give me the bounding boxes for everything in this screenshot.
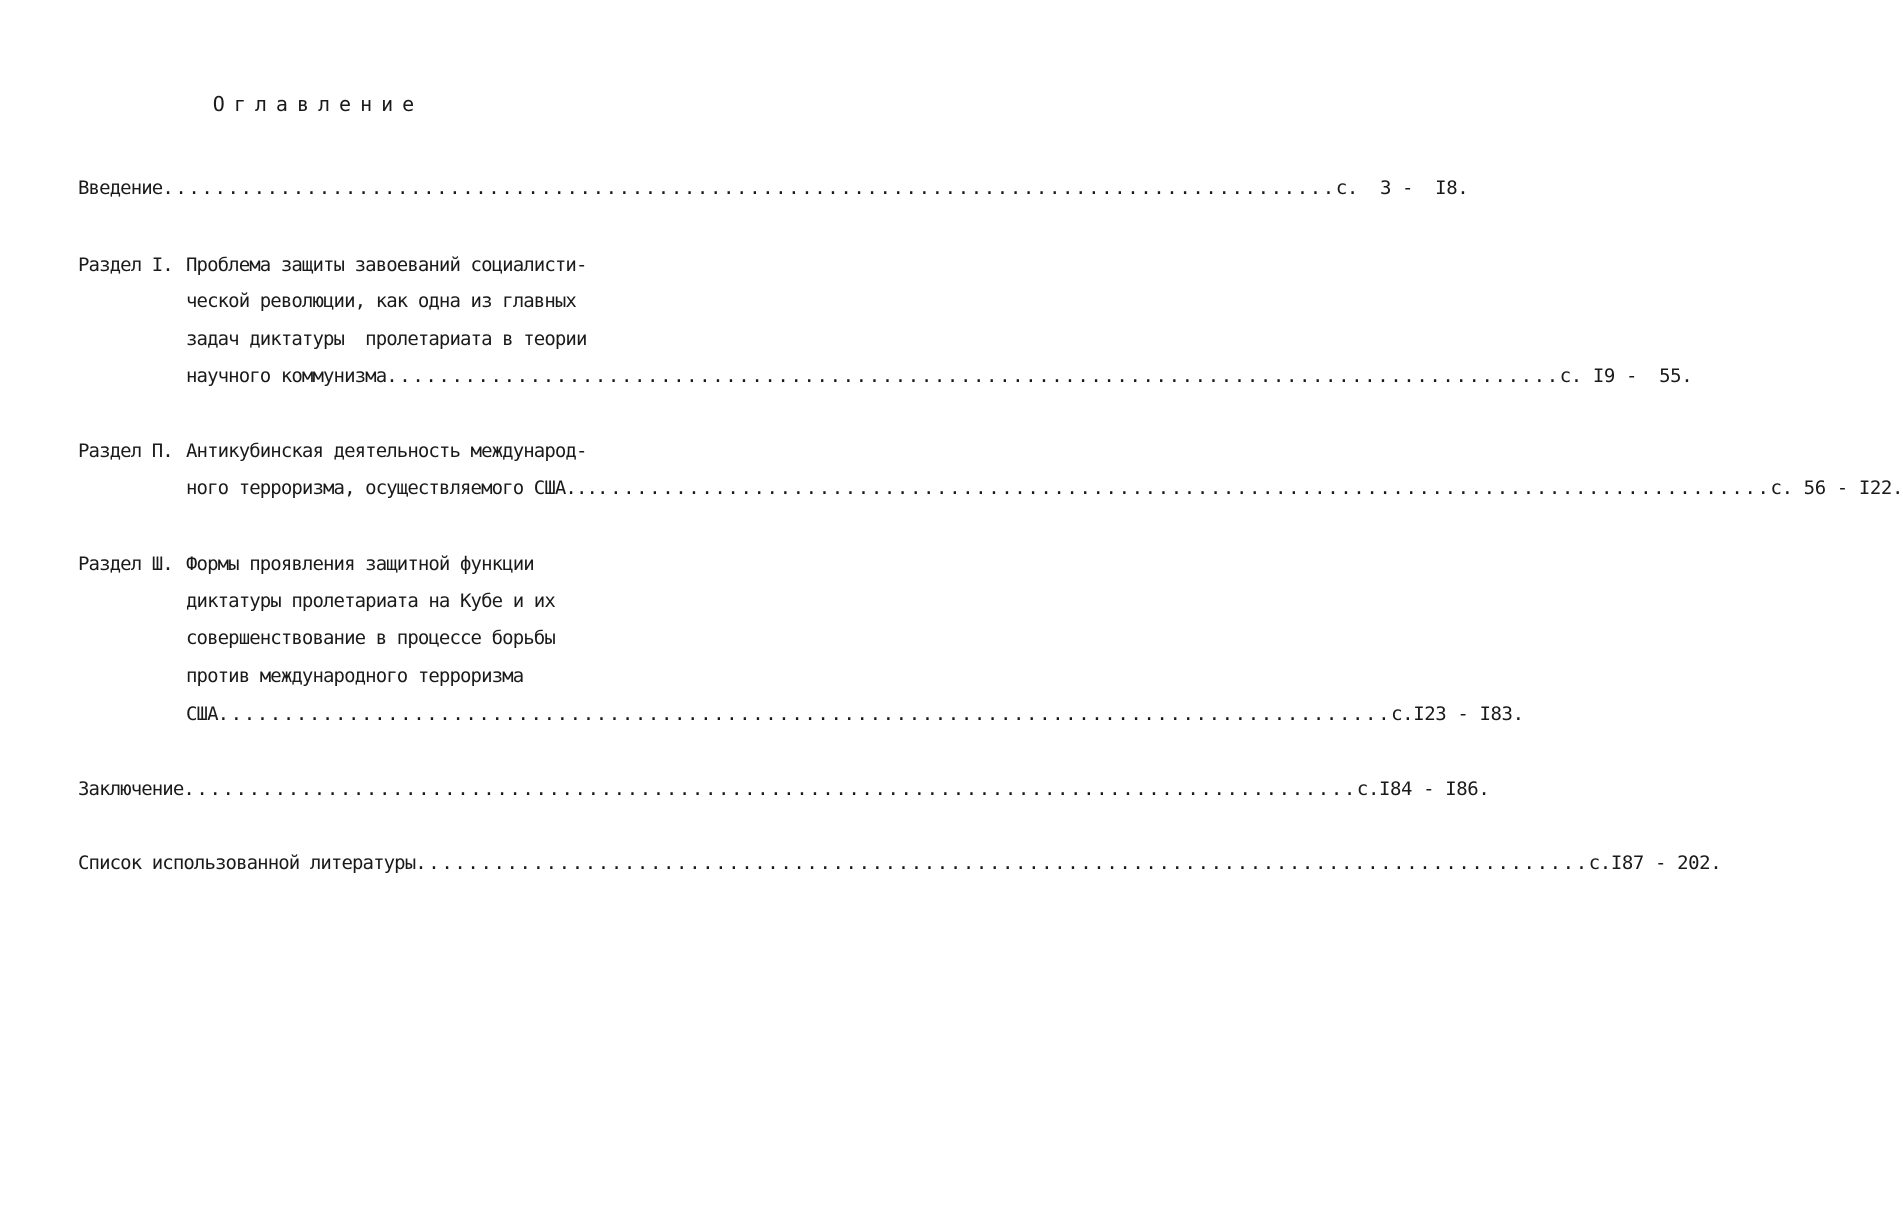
toc-page-range: с.I23 - I83.	[1391, 703, 1524, 725]
toc-section-prefix: Раздел П.	[78, 440, 173, 462]
toc-entry-section2-line2	[186, 474, 1903, 502]
toc-entry-text: ческой революции, как одна из главных	[186, 290, 576, 312]
toc-entry-section2-line1	[186, 437, 733, 465]
toc-entry-section1-line1	[186, 251, 733, 279]
toc-entry-text: Введение	[78, 177, 163, 199]
dot-leader: ..........................................................................................	[217, 703, 1392, 725]
dot-leader: ..........................................................................................	[183, 778, 1357, 800]
toc-entry-text: Заключение	[78, 778, 184, 800]
toc-entry-section3-line2	[186, 587, 733, 615]
toc-entry-section1-line3	[186, 325, 733, 353]
toc-entry-text: диктатуры пролетариата на Кубе и их	[186, 590, 555, 612]
toc-entry-section1-line4	[186, 362, 1693, 390]
toc-entry-section3-line1	[186, 550, 733, 578]
toc-entry-intro	[78, 174, 1469, 202]
toc-entry-section1-line2	[186, 287, 733, 315]
toc-entry-section3-line4	[186, 662, 733, 690]
dot-leader: ..........................................................................................	[162, 177, 1336, 199]
toc-entry-conclusion	[78, 775, 1490, 803]
dot-leader: ..........................................................................................	[597, 477, 1771, 499]
toc-entry-literature	[78, 849, 1722, 877]
toc-page-range: с.I87 - 202.	[1588, 852, 1722, 874]
toc-page-range: с. 56 - I22.	[1770, 477, 1903, 499]
toc-entry-text: США	[186, 703, 218, 725]
toc-entry-text: ного терроризма, осуществляемого США...	[186, 477, 598, 499]
toc-page-range: с. I9 - 55.	[1559, 365, 1693, 387]
toc-entry-text: Проблема защиты завоеваний социалисти-	[186, 254, 587, 276]
toc-section-prefix: Раздел I.	[78, 254, 173, 276]
toc-page-range: с.I84 - I86.	[1356, 778, 1490, 800]
toc-entry-section3-line5	[186, 700, 1524, 728]
dot-leader: ..........................................................................................	[386, 365, 1560, 387]
toc-entry-text: Антикубинская деятельность международ-	[186, 440, 587, 462]
toc-entry-text: совершенствование в процессе борьбы	[186, 627, 555, 649]
toc-entry-text: Список использованной литературы	[78, 852, 416, 874]
dot-leader: ..........................................................................................	[415, 852, 1589, 874]
page-title: Оглавление	[212, 92, 424, 116]
toc-page-range: с. 3 - I8.	[1335, 177, 1469, 199]
toc-entry-text: против международного терроризма	[186, 665, 524, 687]
toc-section-prefix: Раздел Ш.	[78, 553, 173, 575]
toc-entry-text: Формы проявления защитной функции	[186, 553, 534, 575]
toc-entry-text: задач диктатуры пролетариата в теории	[186, 328, 587, 350]
toc-entry-section3-line3	[186, 624, 733, 652]
toc-entry-text: научного коммунизма	[186, 365, 387, 387]
